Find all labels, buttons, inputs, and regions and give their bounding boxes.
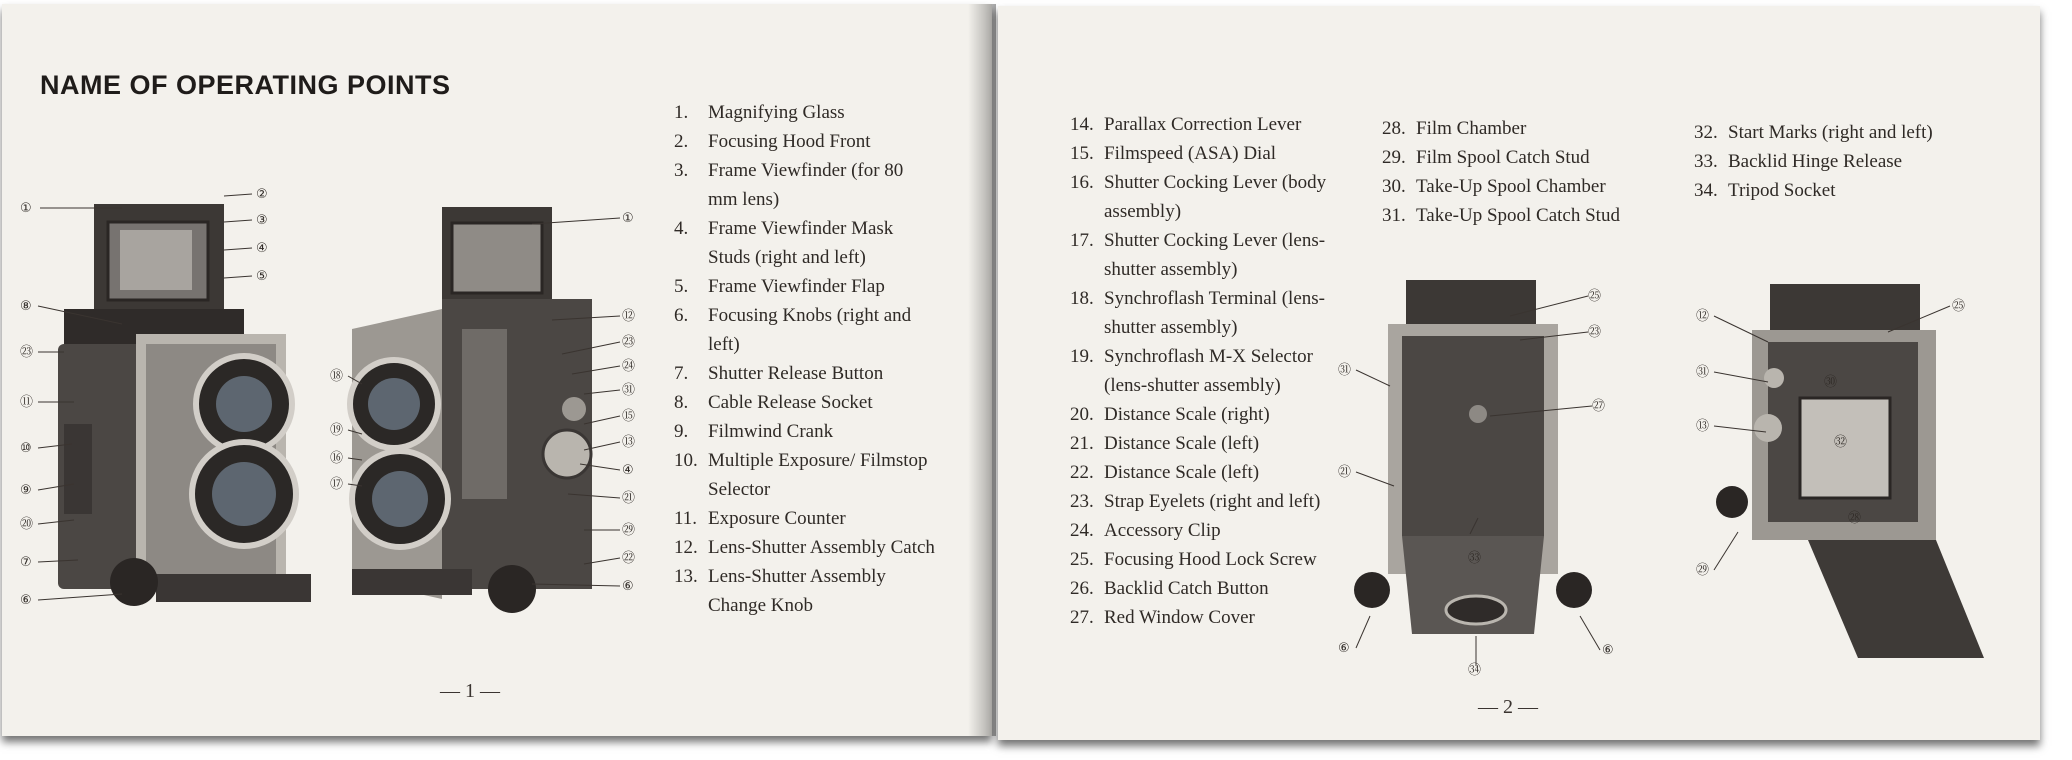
list-item (1070, 226, 1346, 284)
item-text: Take-Up Spool Chamber (1416, 176, 1606, 197)
item-number: 27. (1070, 607, 1094, 628)
list-item (674, 359, 936, 388)
item-text: Focusing Knobs (right and left) (708, 305, 912, 355)
item-text: Start Marks (right and left) (1728, 122, 1933, 143)
callout-5: ⑤ (256, 269, 268, 284)
item-text: Frame Viewfinder Mask Studs (right and left) (708, 218, 894, 268)
callout-31: ㉛ (1338, 363, 1352, 378)
list-item (1070, 400, 1346, 429)
item-text: Cable Release Socket (708, 392, 873, 413)
callout-13: ⑬ (1696, 419, 1710, 434)
list-item (674, 562, 936, 620)
item-number: 7. (674, 363, 689, 384)
item-number: 31. (1382, 205, 1406, 226)
item-text: Distance Scale (left) (1104, 433, 1260, 454)
list-item (1382, 201, 1672, 230)
item-number: 8. (674, 392, 689, 413)
list-item (674, 504, 936, 533)
item-number: 29. (1382, 147, 1406, 168)
list-item (674, 301, 936, 359)
callout-3: ③ (256, 213, 268, 228)
book-spine (968, 4, 996, 736)
item-number: 11. (674, 508, 698, 529)
list-item (1694, 118, 1990, 147)
page-title: NAME OF OPERATING POINTS (40, 70, 451, 100)
item-text: Shutter Release Button (708, 363, 884, 384)
parts-list-14-27 (1070, 110, 1346, 632)
callout-18: ⑱ (330, 369, 344, 384)
left-page (2, 4, 992, 736)
right-page (998, 6, 2040, 740)
item-text: Lens-Shutter Assembly Catch (708, 537, 935, 558)
callout-9: ⑨ (20, 483, 32, 498)
item-text: Lens-Shutter Assembly Change Knob (708, 566, 886, 616)
callout-12: ⑫ (1696, 309, 1710, 324)
item-text: Shutter Cocking Lever (body assembly) (1104, 172, 1327, 222)
item-number: 9. (674, 421, 689, 442)
camera-back-callouts (1330, 276, 1630, 676)
callout-15: ⑮ (622, 409, 636, 424)
callout-31: ㉛ (622, 383, 636, 398)
callout-23: ㉓ (1588, 325, 1602, 340)
parts-list-28-31 (1382, 114, 1672, 230)
callout-7: ⑦ (20, 555, 32, 570)
list-item (1070, 487, 1346, 516)
item-text: Frame Viewfinder Flap (708, 276, 885, 297)
callout-11: ⑪ (20, 395, 34, 410)
item-number: 17. (1070, 230, 1094, 251)
item-text: Frame Viewfinder (for 80 mm lens) (708, 160, 904, 210)
item-number: 19. (1070, 346, 1094, 367)
callout-21: ㉑ (622, 491, 636, 506)
callout-6: ⑥ (1338, 641, 1350, 656)
callout-29: ㉙ (622, 523, 636, 538)
callout-6: ⑥ (1602, 643, 1614, 658)
list-item (674, 127, 936, 156)
list-item (1070, 603, 1346, 632)
callout-17: ⑰ (330, 477, 344, 492)
item-number: 33. (1694, 151, 1718, 172)
list-item (674, 417, 936, 446)
item-text: Distance Scale (right) (1104, 404, 1270, 425)
item-text: Film Chamber (1416, 118, 1527, 139)
item-number: 3. (674, 160, 689, 181)
item-number: 4. (674, 218, 689, 239)
item-number: 34. (1694, 180, 1718, 201)
list-item (674, 214, 936, 272)
item-text: Synchroflash M-X Selector (lens-shutter assembly) (1104, 346, 1313, 396)
item-text: Strap Eyelets (right and left) (1104, 491, 1321, 512)
callout-19: ⑲ (330, 423, 344, 438)
item-text: Backlid Hinge Release (1728, 151, 1903, 172)
list-item (674, 156, 936, 214)
item-number: 12. (674, 537, 698, 558)
list-item (1382, 143, 1672, 172)
item-number: 18. (1070, 288, 1094, 309)
item-number: 26. (1070, 578, 1094, 599)
item-text: Focusing Hood Lock Screw (1104, 549, 1317, 570)
list-item (1070, 516, 1346, 545)
callout-28: ㉘ (1848, 511, 1862, 526)
callout-16: ⑯ (330, 451, 344, 466)
item-number: 28. (1382, 118, 1406, 139)
list-item (1070, 110, 1346, 139)
callout-1: ① (622, 211, 634, 226)
item-number: 10. (674, 450, 698, 471)
list-item (1694, 176, 1990, 205)
callout-23: ㉓ (20, 345, 34, 360)
list-item (1070, 545, 1346, 574)
item-number: 32. (1694, 122, 1718, 143)
callout-25: ㉕ (1952, 299, 1966, 314)
list-item (1070, 458, 1346, 487)
item-number: 2. (674, 131, 689, 152)
parts-list-1-13 (674, 98, 936, 620)
callout-33: ㉝ (1468, 551, 1482, 566)
item-text: Accessory Clip (1104, 520, 1221, 541)
item-number: 21. (1070, 433, 1094, 454)
list-item (1070, 168, 1346, 226)
item-number: 24. (1070, 520, 1094, 541)
callout-20: ⑳ (20, 517, 34, 532)
list-item (1070, 342, 1346, 400)
item-number: 15. (1070, 143, 1094, 164)
item-number: 30. (1382, 176, 1406, 197)
callout-10: ⑩ (20, 441, 32, 456)
callout-23: ㉓ (622, 335, 636, 350)
list-item (1382, 172, 1672, 201)
item-text: Exposure Counter (708, 508, 846, 529)
callout-22: ㉒ (622, 551, 636, 566)
item-number: 22. (1070, 462, 1094, 483)
callout-8: ⑧ (20, 299, 32, 314)
item-text: Distance Scale (left) (1104, 462, 1260, 483)
callout-6: ⑥ (20, 593, 32, 604)
item-text: Synchroflash Terminal (lens-shutter assembly) (1104, 288, 1325, 338)
callout-4: ④ (256, 241, 268, 256)
page-number-2: — 2 — (1478, 696, 1538, 718)
item-number: 23. (1070, 491, 1094, 512)
list-item (674, 98, 936, 127)
item-text: Red Window Cover (1104, 607, 1255, 628)
callout-13: ⑬ (622, 435, 636, 450)
list-item (1070, 284, 1346, 342)
list-item (1382, 114, 1672, 143)
item-number: 5. (674, 276, 689, 297)
item-number: 20. (1070, 404, 1094, 425)
callout-24: ㉔ (622, 359, 636, 374)
list-item (674, 272, 936, 301)
list-item (1070, 429, 1346, 458)
callout-6: ⑥ (622, 579, 634, 594)
item-text: Shutter Cocking Lever (lens-shutter assembly) (1104, 230, 1326, 280)
list-item (1070, 574, 1346, 603)
camera-front-callouts (12, 174, 312, 604)
list-item (1070, 139, 1346, 168)
item-text: Filmwind Crank (708, 421, 834, 442)
item-text: Backlid Catch Button (1104, 578, 1269, 599)
callout-25: ㉕ (1588, 289, 1602, 304)
callout-31: ㉛ (1696, 365, 1710, 380)
callout-27: ㉗ (1592, 399, 1606, 414)
list-item (674, 388, 936, 417)
item-text: Film Spool Catch Stud (1416, 147, 1590, 168)
camera-interior-callouts (1688, 282, 2008, 612)
callout-30: ㉚ (1824, 375, 1838, 390)
list-item (1694, 147, 1990, 176)
parts-list-32-34 (1694, 118, 1990, 205)
callout-21: ㉑ (1338, 465, 1352, 480)
item-text: Multiple Exposure/ Filmstop Selector (708, 450, 928, 500)
callout-32: ㉜ (1834, 435, 1848, 450)
item-text: Filmspeed (ASA) Dial (1104, 143, 1277, 164)
callout-29: ㉙ (1696, 563, 1710, 578)
callout-1: ① (20, 201, 32, 216)
item-text: Take-Up Spool Catch Stud (1416, 205, 1620, 226)
callout-2: ② (256, 187, 268, 202)
callout-4: ④ (622, 463, 634, 478)
item-text: Magnifying Glass (708, 102, 845, 123)
item-number: 13. (674, 566, 698, 587)
camera-side-callouts (322, 194, 642, 614)
item-text: Parallax Correction Lever (1104, 114, 1302, 135)
item-number: 25. (1070, 549, 1094, 570)
item-text: Focusing Hood Front (708, 131, 871, 152)
item-text: Tripod Socket (1728, 180, 1836, 201)
item-number: 16. (1070, 172, 1094, 193)
callout-12: ⑫ (622, 309, 636, 324)
item-number: 6. (674, 305, 689, 326)
callout-34: ㉞ (1468, 663, 1482, 676)
list-item (674, 533, 936, 562)
item-number: 14. (1070, 114, 1094, 135)
list-item (674, 446, 936, 504)
page-number-1: — 1 — (440, 680, 500, 702)
item-number: 1. (674, 102, 689, 123)
